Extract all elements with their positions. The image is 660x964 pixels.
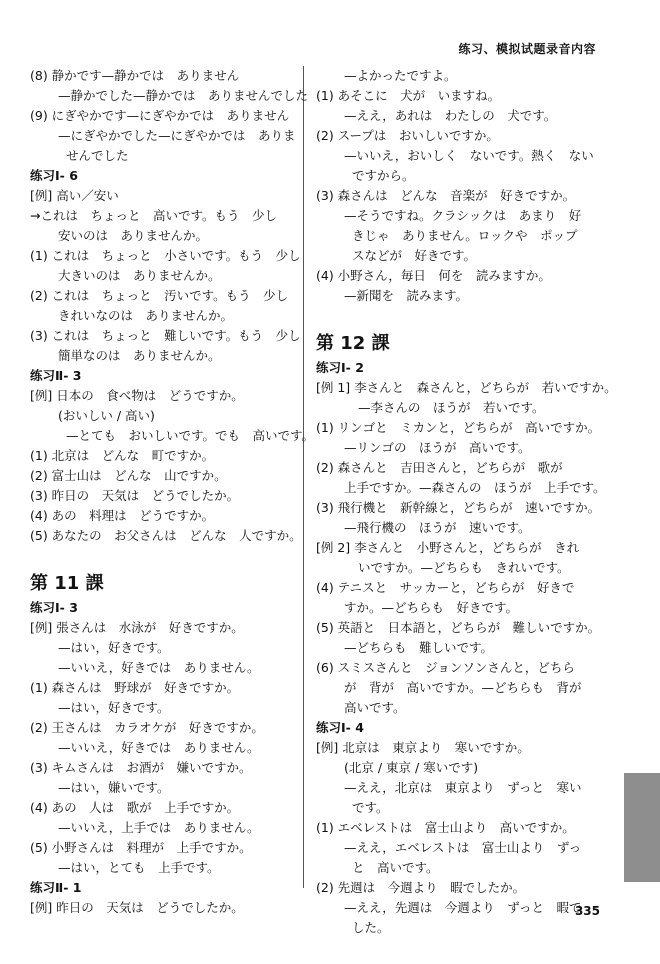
text-line: 安いのは ありませんか。 [58,228,209,243]
chapter-tab [624,773,660,882]
text-line: —リンゴの ほうが 高いです。 [344,440,531,455]
text-line: (3) キムさんは お酒が 嫌いですか。 [30,760,252,775]
exercise-heading: 练习Ⅱ- 1 [30,880,82,895]
text-line: —はい，嫌いです。 [58,780,170,795]
text-line: ですから。 [352,168,415,183]
exercise-heading: 练习Ⅰ- 6 [30,168,78,183]
text-line: —ええ，先週は 今週より ずっと 暇で [344,900,582,915]
text-line: (8) 静かです—静かでは ありません [30,68,240,83]
text-line: —はい，とても 上手です。 [58,860,220,875]
text-line: [例] 北京は 東京より 寒いですか。 [316,740,530,755]
text-line: (3) これは ちょっと 難しいです。もう 少し [30,328,301,343]
text-line: —よかったですよ。 [344,68,457,83]
text-line: 大きいのは ありませんか。 [58,268,221,283]
text-line: —とても おいしいです。でも 高いです。 [66,428,315,443]
text-line: —どちらも 難しいです。 [344,640,494,655]
text-line: した。 [352,920,390,935]
text-line: —にぎやかでした—にぎやかでは ありま [58,128,296,143]
text-line: (9) にぎやかです—にぎやかでは ありません [30,108,290,123]
text-line: [例] 張さんは 水泳が 好きですか。 [30,620,244,635]
column-divider [303,66,304,888]
text-line: いですか。—どちらも きれいです。 [358,560,570,575]
text-line: (2) 王さんは カラオケが 好きですか。 [30,720,264,735]
exercise-heading: 练习Ⅰ- 2 [316,360,364,375]
lesson-title: 第 11 課 [30,573,104,594]
text-line: —李さんの ほうが 若いです。 [358,400,545,415]
text-line: —そうですね。クラシックは あまり 好 [344,208,582,223]
right-column [316,66,617,938]
text-line: —ええ，あれは わたしの 犬です。 [344,108,557,123]
text-line: —ええ，エベレストは 富士山より ずっ [344,840,582,855]
page-header: 练习、模拟试题录音内容 [458,42,596,56]
text-line: せんでした [66,148,129,163]
text-line: (2) 富士山は どんな 山ですか。 [30,468,227,483]
text-line: きじゃ ありません。ロックや ポップ [352,228,578,243]
text-line: [例] 昨日の 天気は どうでしたか。 [30,900,244,915]
text-line: —静かでした—静かでは ありませんでした [58,88,309,103]
text-line: (1) これは ちょっと 小さいです。もう 少し [30,248,301,263]
text-line: (1) 北京は どんな 町ですか。 [30,448,215,463]
text-line: スなどが 好きです。 [352,248,477,263]
text-line: (4) 小野さん，毎日 何を 読みますか。 [316,268,551,283]
text-line: (3) 飛行機と 新幹線と，どちらが 速いですか。 [316,500,601,515]
text-line: —いいえ，おいしく ないです。熱く ない [344,148,594,163]
text-line: が 背が 高いですか。—どちらも 背が [344,680,582,695]
text-line: (北京 / 東京 / 寒いです) [344,760,479,775]
left-column [30,66,315,918]
exercise-heading: 练习Ⅰ- 4 [316,720,364,735]
text-line: です。 [352,800,389,815]
text-line: (2) 森さんと 吉田さんと，どちらが 歌が [316,460,563,475]
text-line: [例 2] 李さんと 小野さんと，どちらが きれ [316,540,580,555]
text-line: (1) リンゴと ミカンと，どちらが 高いですか。 [316,420,601,435]
text-line: (1) あそこに 犬が いますね。 [316,88,501,103]
text-line: —新聞を 読みます。 [344,288,469,303]
text-line: (1) 森さんは 野球が 好きですか。 [30,680,240,695]
text-line: —はい，好きです。 [58,700,170,715]
text-line: すか。—どちらも 好きです。 [344,600,519,615]
text-line: [例 1] 李さんと 森さんと，どちらが 若いですか。 [316,380,617,395]
text-line: [例] 高い／安い [30,188,119,203]
text-line: —いいえ，好きでは ありません。 [58,660,260,675]
text-line: と 高いです。 [352,860,439,875]
text-line: (6) スミスさんと ジョンソンさんと，どちら [316,660,575,675]
text-line: —いいえ，好きでは ありません。 [58,740,260,755]
text-line: —いいえ，上手では ありません。 [58,820,260,835]
spacer [316,306,588,324]
text-line: —飛行機の ほうが 速いです。 [344,520,531,535]
text-line: —ええ，北京は 東京より ずっと 寒い [344,780,582,795]
text-line: (5) 英語と 日本語と，どちらが 難しいですか。 [316,620,601,635]
spacer [30,546,302,564]
text-line: —はい，好きです。 [58,640,170,655]
text-line: (5) 小野さんは 料理が 上手ですか。 [30,840,252,855]
text-line: (4) あの 料理は どうですか。 [30,508,215,523]
text-line: (5) あなたの お父さんは どんな 人ですか。 [30,528,302,543]
text-line: (2) 先週は 今週より 暇でしたか。 [316,880,526,895]
text-line: きれいなのは ありませんか。 [58,308,234,323]
text-line: →これは ちょっと 高いです。もう 少し [30,208,277,223]
exercise-heading: 练习Ⅰ- 3 [30,600,78,615]
text-line: (3) 昨日の 天気は どうでしたか。 [30,488,240,503]
text-line: [例] 日本の 食べ物は どうですか。 [30,388,244,403]
text-line: (3) 森さんは どんな 音楽が 好きですか。 [316,188,576,203]
page-number: 335 [574,904,600,918]
text-line: (4) テニスと サッカーと，どちらが 好きで [316,580,575,595]
lesson-title: 第 12 課 [316,333,390,354]
text-line: (おいしい / 高い) [58,408,155,423]
exercise-heading: 练习Ⅱ- 3 [30,368,82,383]
text-line: (4) あの 人は 歌が 上手ですか。 [30,800,240,815]
text-line: 簡単なのは ありませんか。 [58,348,221,363]
text-line: (2) これは ちょっと 汚いです。もう 少し [30,288,289,303]
text-line: 高いです。 [344,700,406,715]
text-line: 上手ですか。—森さんの ほうが 上手です。 [344,480,606,495]
text-line: (2) スープは おいしいですか。 [316,128,499,143]
text-line: (1) エベレストは 富士山より 高いですか。 [316,820,575,835]
